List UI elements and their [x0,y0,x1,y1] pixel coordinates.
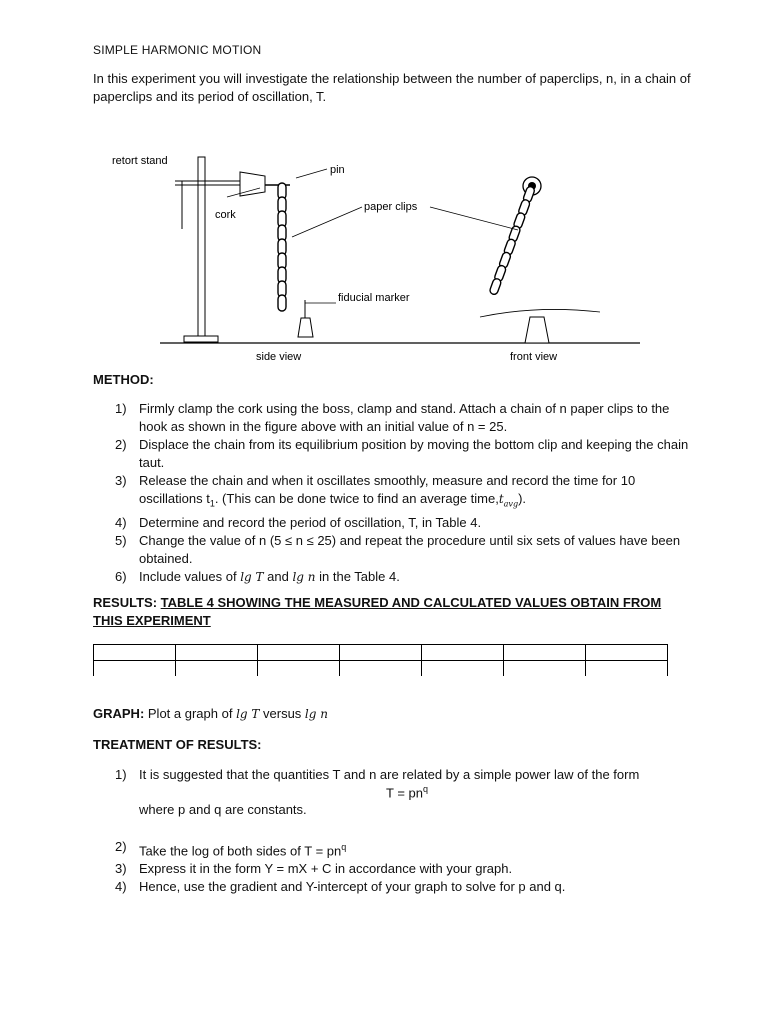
front-chain-drawing [489,186,536,296]
treatment-step-1 [93,766,713,784]
method-step: 4) Determine and record the period of oscillation, T, in Table 4. [115,514,482,530]
table-cell [94,645,176,661]
graph-instruction: GRAPH: Plot a graph of lg T versus lg n [93,706,328,721]
table-cell [340,645,422,661]
fiducial-marker-side [298,318,313,337]
constants-note: where p and q are constants. [139,802,307,817]
treatment-heading: TREATMENT OF RESULTS: [93,737,262,752]
treatment-step: 3) Express it in the form Y = mX + C in accordance with your graph. [115,861,513,877]
label-retort-stand: retort stand [112,155,168,167]
treatment-step: 1) It is suggested that the quantities T and n are related by a simple power law of the form [115,767,640,782]
results-table [93,644,668,676]
table-cell [586,645,668,661]
fiducial-marker-front [525,317,549,343]
method-step: 5) Change the value of n (5 ≤ n ≤ 25) and repeat the procedure until six sets of values have been obtained. [115,532,681,566]
method-step: 6) Include values of lg T and lg n in the Table 4. [115,568,400,584]
method-step: 2) Displace the chain from its equilibrium position by moving the bottom clip and keeping the chain taut. [115,437,689,470]
results-heading: RESULTS: TABLE 4 SHOWING THE MEASURED AND CALCULATED VALUES OBTAIN FROM THIS EXPERIMENT [93,595,662,628]
label-fiducial-marker: fiducial marker [338,292,410,304]
label-side-view: side view [256,351,302,363]
table-row [94,661,668,677]
side-chain-drawing [278,183,286,311]
table-cell [94,661,176,677]
power-law-equation: $T = pn^q$ [386,784,428,801]
table-cell [422,661,504,677]
method-step: 1) Firmly clamp the cork using the boss, clamp and stand. Attach a chain of n paper clips to the hook as shown in the figure above with an initial value of n = 25. [115,401,670,434]
method-steps [93,400,693,586]
method-step: 3) Release the chain and when it oscillates smoothly, measure and record the time for 10 oscillations $t_1$. (This can be done twice to find an average $time,t_{avg}$). [115,473,636,509]
table-cell [504,645,586,661]
method-heading: METHOD: [93,372,154,387]
table-caption: TABLE 4 SHOWING THE MEASURED AND CALCULATED VALUES OBTAIN FROM THIS EXPERIMENT [93,595,662,628]
label-front-view: front view [510,351,558,363]
intro-paragraph: In this experiment you will investigate the relationship between the number of paperclips, n, in a chain of paperclips and its period of oscillation, T. [93,71,691,104]
table-cell [340,661,422,677]
retort-stand-drawing [175,157,240,342]
table-row [94,645,668,661]
apparatus-diagram [100,145,660,370]
treatment-steps [93,838,713,896]
label-cork: cork [215,209,236,221]
table-cell [422,645,504,661]
table-cell [504,661,586,677]
swing-arc [480,309,600,317]
treatment-step: 2) Take the log of both sides of $T = pn^q$ [115,839,347,859]
label-paper-clips: paper clips [364,201,418,213]
table-cell [258,645,340,661]
label-pin: pin [330,164,345,176]
table-cell [258,661,340,677]
treatment-step: 4) Hence, use the gradient and Y-intercept of your graph to solve for p and q. [115,879,566,895]
page-title: SIMPLE HARMONIC MOTION [93,43,262,57]
table-cell [176,661,258,677]
table-cell [586,661,668,677]
table-cell [176,645,258,661]
